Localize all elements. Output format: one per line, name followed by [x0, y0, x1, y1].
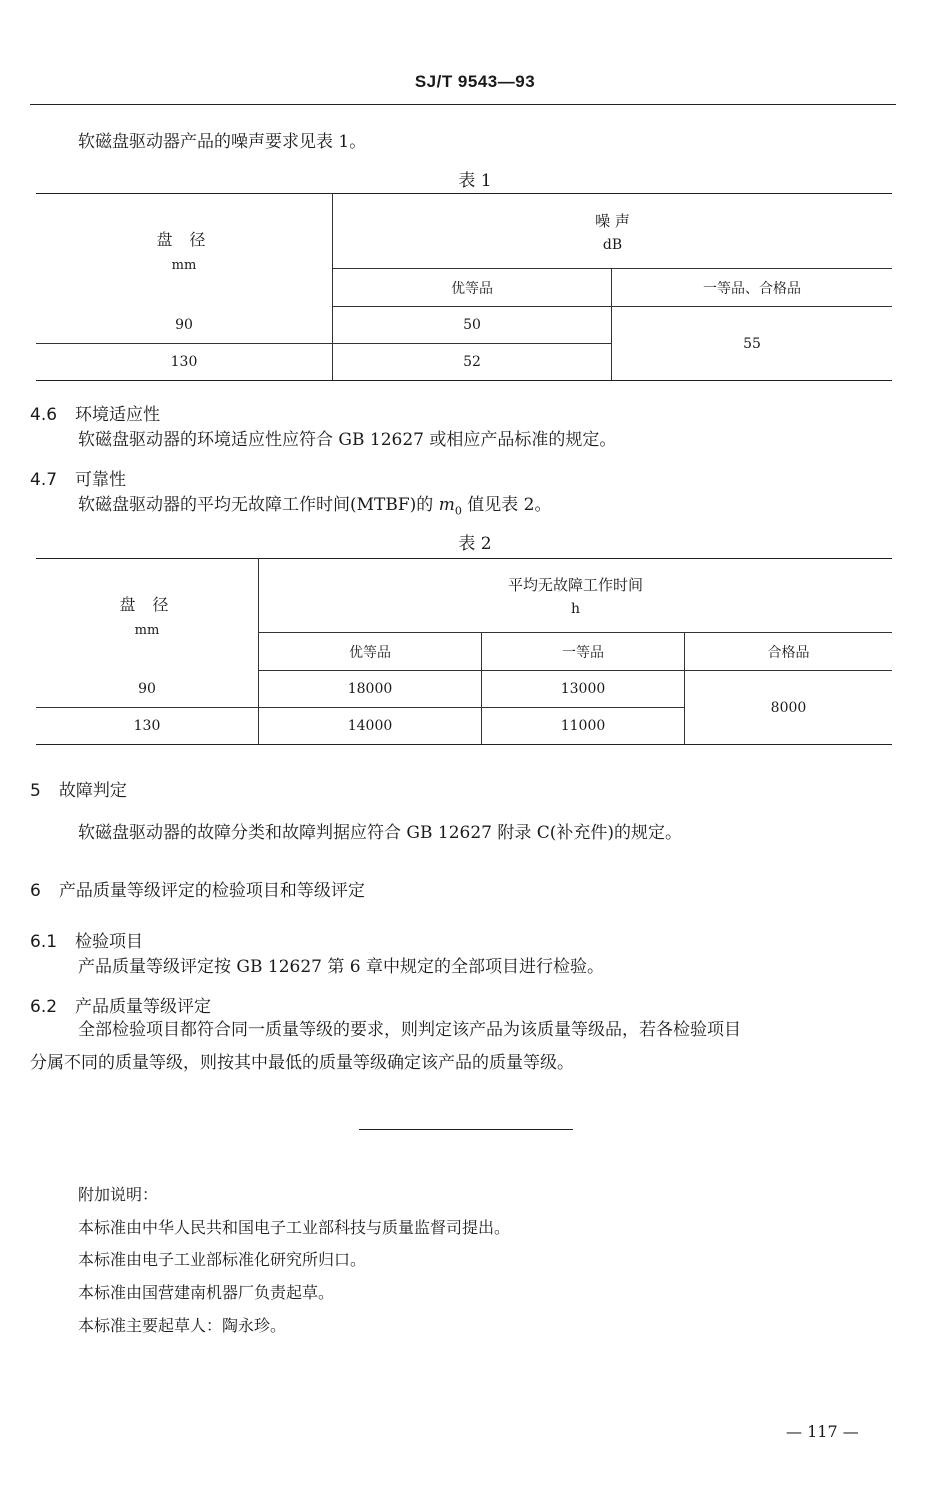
page-number: — 117 — [786, 1422, 859, 1441]
merged-mtbf-value: 8000 [685, 671, 893, 745]
section-6-heading: 6 产品质量等级评定的检验项目和等级评定 [30, 881, 365, 901]
mtbf-table [36, 558, 892, 745]
first-qualified-grade-header: 一等品、合格品 [612, 269, 893, 307]
table-cell: 11000 [482, 708, 685, 745]
notes-title: 附加说明： [78, 1185, 159, 1204]
table-cell: 13000 [482, 671, 685, 708]
excellent-grade-header: 优等品 [259, 633, 482, 671]
section-6-2-body-line1: 全部检验项目都符合同一质量等级的要求，则判定该产品为该质量等级品，若各检验项目 [78, 1020, 741, 1040]
table2-caption: 表 2 [458, 534, 492, 554]
section-6-2-body-line2: 分属不同的质量等级，则按其中最低的质量等级确定该产品的质量等级。 [30, 1053, 574, 1073]
end-rule [359, 1129, 573, 1130]
header-rule [30, 104, 896, 105]
qualified-grade-header: 合格品 [685, 633, 893, 671]
mtbf-header: 平均无故障工作时间 h [259, 559, 893, 633]
section-4-7-body: 软磁盘驱动器的平均无故障工作时间(MTBF)的 $m_0$ 值见表 2。 [78, 495, 552, 518]
table-cell: 18000 [259, 671, 482, 708]
notes-line: 本标准由电子工业部标准化研究所归口。 [78, 1250, 367, 1269]
table-cell: 90 [36, 671, 259, 708]
section-6-1-body: 产品质量等级评定按 GB 12627 第 6 章中规定的全部项目进行检验。 [78, 957, 604, 977]
section-6-1-heading: 6.1 检验项目 [30, 932, 144, 952]
section-4-6-body: 软磁盘驱动器的环境适应性应符合 GB 12627 或相应产品标准的规定。 [78, 430, 617, 450]
first-grade-header: 一等品 [482, 633, 685, 671]
intro-text: 软磁盘驱动器产品的噪声要求见表 1。 [78, 132, 367, 152]
notes-line: 本标准由中华人民共和国电子工业部科技与质量监督司提出。 [78, 1218, 511, 1237]
table-cell: 90 [36, 307, 333, 344]
section-4-6-heading: 4.6 环境适应性 [30, 405, 161, 425]
excellent-grade-header: 优等品 [333, 269, 612, 307]
section-6-2-heading: 6.2 产品质量等级评定 [30, 997, 212, 1017]
section-4-7-heading: 4.7 可靠性 [30, 470, 127, 490]
table1-caption: 表 1 [458, 171, 492, 191]
section-5-body: 软磁盘驱动器的故障分类和故障判据应符合 GB 12627 附录 C(补充件)的规定。 [78, 823, 683, 843]
table-cell: 130 [36, 708, 259, 745]
table-cell: 130 [36, 344, 333, 381]
document-code-header: SJ/T 9543—93 [414, 72, 536, 91]
notes-line: 本标准主要起草人：陶永珍。 [78, 1316, 287, 1335]
table-cell: 14000 [259, 708, 482, 745]
table-cell: 50 [333, 307, 612, 344]
notes-line: 本标准由国营建南机器厂负责起草。 [78, 1283, 335, 1302]
noise-header: 噪 声 dB [333, 194, 893, 269]
disk-diameter-header: 盘 径 mm [36, 194, 333, 307]
table-cell: 52 [333, 344, 612, 381]
section-5-heading: 5 故障判定 [30, 781, 127, 801]
noise-table [36, 193, 892, 381]
disk-diameter-header: 盘 径 mm [36, 559, 259, 671]
merged-noise-value: 55 [612, 307, 893, 381]
